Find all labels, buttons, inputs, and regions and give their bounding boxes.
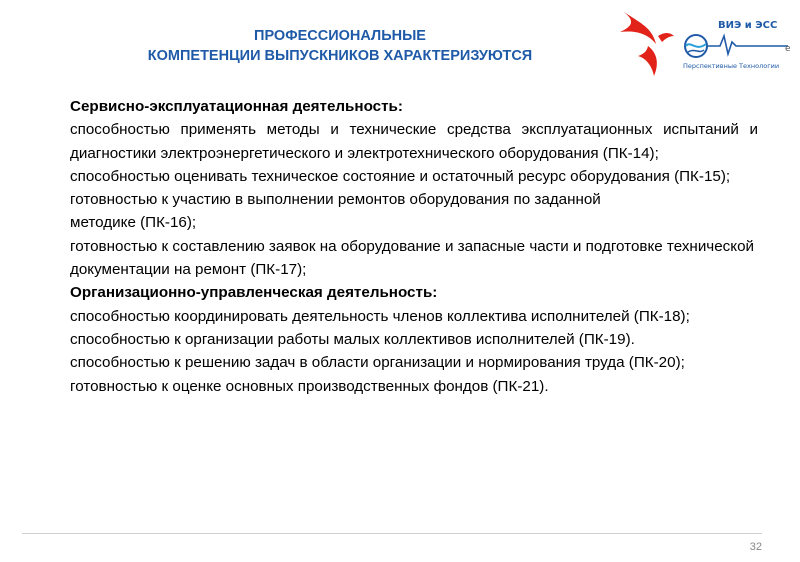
list-item-text: способностью к решению задач в области организации и нормирования труда (ПК-20); bbox=[70, 354, 685, 372]
list-item bbox=[58, 211, 758, 234]
list-item bbox=[58, 165, 758, 188]
list-item-text: способностью оценивать техническое состояние и остаточный ресурс оборудования (ПК-15); bbox=[70, 167, 731, 185]
list-item-text: готовностью к составлению заявок на оборудование и запасные части и подготовке технической документации на ремонт (ПК-17); bbox=[70, 237, 754, 279]
slide-title-line-2: КОМПЕТЕНЦИИ ВЫПУСКНИКОВ ХАРАКТЕРИЗУЮТСЯ bbox=[147, 48, 533, 64]
section-heading: Организационно-управленческая деятельность: bbox=[70, 284, 438, 302]
slide-title-line-1: ПРОФЕССИОНАЛЬНЫЕ bbox=[254, 28, 426, 44]
pulse-line-icon bbox=[708, 36, 788, 54]
list-item-text: готовностью к участию в выполнении ремонтов оборудования по заданной bbox=[70, 191, 601, 209]
competencies-content bbox=[58, 95, 758, 398]
section-heading: Сервисно-эксплуатационная деятельность: bbox=[70, 98, 403, 115]
page-number: 32 bbox=[749, 541, 762, 553]
list-item bbox=[58, 328, 758, 351]
list-item-text: готовностью к оценке основных производственных фондов (ПК-21). bbox=[70, 377, 549, 395]
list-item bbox=[58, 351, 758, 374]
globe-icon bbox=[685, 35, 707, 57]
section-service-operation bbox=[58, 95, 758, 281]
competency-list bbox=[58, 118, 758, 281]
list-item-text: методике (ПК-16); bbox=[70, 214, 197, 232]
logo-tagline: Перспективные Технологии bbox=[683, 62, 780, 70]
list-item-text: способностью применять методы и технические средства эксплуатационных испытаний и диагностики электроэнергетического и электротехнического оборудования (ПК-14); bbox=[70, 121, 758, 162]
logo-org-name: ВИЭ и ЭСС bbox=[718, 20, 778, 31]
logo-edge-glyph: е bbox=[785, 44, 791, 54]
list-item-text: способностью к организации работы малых коллективов исполнителей (ПК-19). bbox=[70, 330, 635, 348]
list-item-text: способностью координировать деятельность членов коллектива исполнителей (ПК-18); bbox=[70, 307, 690, 325]
list-item bbox=[58, 375, 758, 398]
footer-divider bbox=[22, 533, 762, 534]
list-item bbox=[58, 235, 758, 282]
slide-title bbox=[60, 26, 620, 66]
flame-icon bbox=[620, 12, 674, 76]
list-item bbox=[58, 118, 758, 165]
list-item bbox=[58, 188, 758, 211]
section-organization-management bbox=[58, 281, 758, 397]
competency-list bbox=[58, 305, 758, 398]
list-item bbox=[58, 305, 758, 328]
